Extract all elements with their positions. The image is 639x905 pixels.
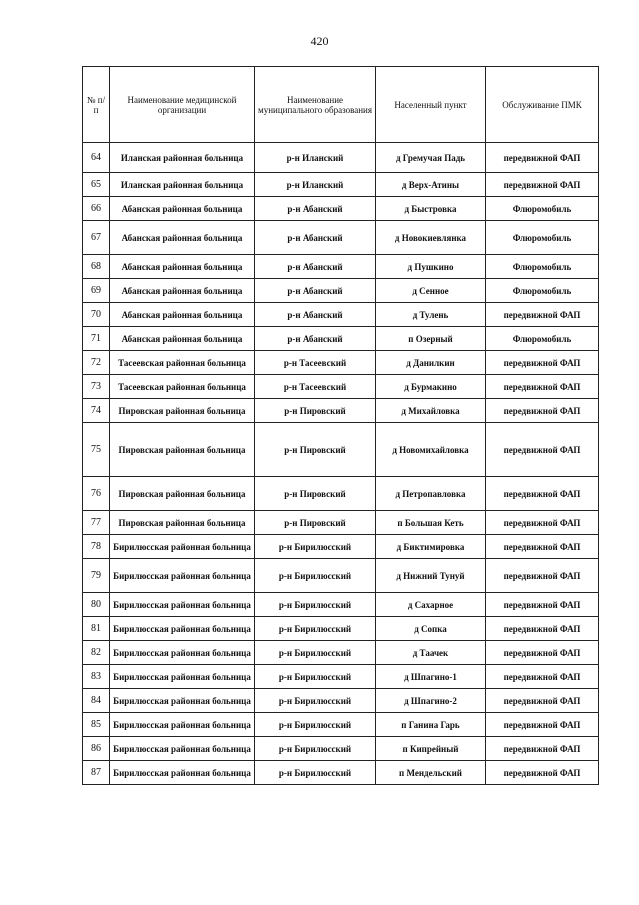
table-row: [83, 559, 599, 593]
cell-settlement: д Сенное: [376, 279, 486, 303]
cell-municipality: р-н Бирилюсский: [255, 689, 376, 713]
cell-service: передвижной ФАП: [486, 713, 599, 737]
cell-settlement: д Гремучая Падь: [376, 143, 486, 173]
cell-service: Флюромобиль: [486, 197, 599, 221]
cell-municipality: р-н Бирилюсский: [255, 713, 376, 737]
cell-settlement: д Шпагино-2: [376, 689, 486, 713]
cell-settlement: д Сахарное: [376, 593, 486, 617]
cell-settlement: д Петропавловка: [376, 477, 486, 511]
cell-service: передвижной ФАП: [486, 593, 599, 617]
table-row: [83, 327, 599, 351]
header-municipality: Наименование муниципального образования: [255, 67, 376, 143]
cell-municipality: р-н Пировский: [255, 423, 376, 477]
cell-org: Абанская районная больница: [110, 303, 255, 327]
table-row: [83, 593, 599, 617]
cell-org: Бирилюсская районная больница: [110, 713, 255, 737]
cell-municipality: р-н Абанский: [255, 279, 376, 303]
cell-num: 69: [83, 279, 110, 303]
table-row: [83, 303, 599, 327]
table-row: [83, 255, 599, 279]
cell-org: Бирилюсская районная больница: [110, 761, 255, 785]
cell-num: 70: [83, 303, 110, 327]
cell-settlement: д Михайловка: [376, 399, 486, 423]
cell-municipality: р-н Абанский: [255, 197, 376, 221]
cell-org: Абанская районная больница: [110, 279, 255, 303]
table-row: [83, 761, 599, 785]
cell-num: 66: [83, 197, 110, 221]
cell-municipality: р-н Тасеевский: [255, 375, 376, 399]
cell-service: передвижной ФАП: [486, 617, 599, 641]
cell-municipality: р-н Тасеевский: [255, 351, 376, 375]
cell-org: Абанская районная больница: [110, 221, 255, 255]
cell-service: передвижной ФАП: [486, 423, 599, 477]
cell-settlement: д Новомихайловка: [376, 423, 486, 477]
cell-org: Пировская районная больница: [110, 399, 255, 423]
cell-num: 78: [83, 535, 110, 559]
cell-service: передвижной ФАП: [486, 173, 599, 197]
cell-municipality: р-н Бирилюсский: [255, 617, 376, 641]
cell-num: 83: [83, 665, 110, 689]
cell-service: Флюромобиль: [486, 279, 599, 303]
cell-org: Бирилюсская районная больница: [110, 665, 255, 689]
cell-org: Бирилюсская районная больница: [110, 593, 255, 617]
table-row: [83, 197, 599, 221]
header-num: № п/п: [83, 67, 110, 143]
cell-settlement: п Озерный: [376, 327, 486, 351]
cell-settlement: д Шпагино-1: [376, 665, 486, 689]
cell-org: Бирилюсская районная больница: [110, 689, 255, 713]
cell-municipality: р-н Абанский: [255, 255, 376, 279]
cell-org: Пировская районная больница: [110, 477, 255, 511]
cell-num: 73: [83, 375, 110, 399]
cell-org: Бирилюсская районная больница: [110, 559, 255, 593]
cell-service: передвижной ФАП: [486, 399, 599, 423]
cell-settlement: д Нижний Тунуй: [376, 559, 486, 593]
cell-municipality: р-н Бирилюсский: [255, 737, 376, 761]
cell-settlement: д Бурмакино: [376, 375, 486, 399]
cell-service: передвижной ФАП: [486, 375, 599, 399]
table-row: [83, 689, 599, 713]
cell-service: передвижной ФАП: [486, 511, 599, 535]
table-row: [83, 617, 599, 641]
cell-service: передвижной ФАП: [486, 689, 599, 713]
cell-service: передвижной ФАП: [486, 761, 599, 785]
cell-num: 80: [83, 593, 110, 617]
cell-municipality: р-н Пировский: [255, 477, 376, 511]
table-row: [83, 399, 599, 423]
cell-org: Абанская районная больница: [110, 327, 255, 351]
cell-settlement: д Таачек: [376, 641, 486, 665]
cell-municipality: р-н Бирилюсский: [255, 665, 376, 689]
cell-num: 86: [83, 737, 110, 761]
table-row: [83, 641, 599, 665]
cell-org: Тасеевская районная больница: [110, 351, 255, 375]
table-row: [83, 737, 599, 761]
cell-settlement: п Мендельский: [376, 761, 486, 785]
cell-settlement: д Сопка: [376, 617, 486, 641]
cell-org: Тасеевская районная больница: [110, 375, 255, 399]
cell-num: 68: [83, 255, 110, 279]
cell-service: передвижной ФАП: [486, 665, 599, 689]
cell-org: Бирилюсская районная больница: [110, 641, 255, 665]
table-row: [83, 221, 599, 255]
cell-num: 77: [83, 511, 110, 535]
cell-settlement: п Кипрейный: [376, 737, 486, 761]
page-number: 420: [310, 34, 329, 48]
cell-num: 84: [83, 689, 110, 713]
cell-municipality: р-н Бирилюсский: [255, 761, 376, 785]
cell-municipality: р-н Пировский: [255, 399, 376, 423]
cell-num: 64: [83, 143, 110, 173]
cell-num: 72: [83, 351, 110, 375]
cell-org: Абанская районная больница: [110, 197, 255, 221]
cell-municipality: р-н Бирилюсский: [255, 593, 376, 617]
cell-service: передвижной ФАП: [486, 303, 599, 327]
cell-org: Бирилюсская районная больница: [110, 737, 255, 761]
cell-municipality: р-н Пировский: [255, 511, 376, 535]
cell-settlement: д Пушкино: [376, 255, 486, 279]
cell-service: передвижной ФАП: [486, 559, 599, 593]
table-row: [83, 143, 599, 173]
cell-num: 71: [83, 327, 110, 351]
cell-org: Бирилюсская районная больница: [110, 535, 255, 559]
cell-settlement: д Новокиевлянка: [376, 221, 486, 255]
cell-num: 65: [83, 173, 110, 197]
cell-org: Пировская районная больница: [110, 423, 255, 477]
cell-num: 67: [83, 221, 110, 255]
table-header-row: [83, 67, 599, 143]
cell-service: Флюромобиль: [486, 221, 599, 255]
cell-settlement: п Ганина Гарь: [376, 713, 486, 737]
facilities-table: [82, 66, 599, 785]
cell-service: Флюромобиль: [486, 327, 599, 351]
table-row: [83, 511, 599, 535]
cell-org: Бирилюсская районная больница: [110, 617, 255, 641]
cell-service: передвижной ФАП: [486, 351, 599, 375]
cell-num: 82: [83, 641, 110, 665]
cell-service: передвижной ФАП: [486, 737, 599, 761]
cell-num: 81: [83, 617, 110, 641]
header-settlement: Населенный пункт: [376, 67, 486, 143]
table-body: [83, 143, 599, 785]
cell-settlement: д Данилкин: [376, 351, 486, 375]
cell-settlement: д Биктимировка: [376, 535, 486, 559]
cell-settlement: п Большая Кеть: [376, 511, 486, 535]
cell-municipality: р-н Абанский: [255, 327, 376, 351]
table-row: [83, 665, 599, 689]
table-row: [83, 713, 599, 737]
cell-municipality: р-н Абанский: [255, 303, 376, 327]
cell-num: 76: [83, 477, 110, 511]
cell-settlement: д Верх-Атины: [376, 173, 486, 197]
cell-num: 75: [83, 423, 110, 477]
cell-org: Пировская районная больница: [110, 511, 255, 535]
cell-settlement: д Тулень: [376, 303, 486, 327]
cell-municipality: р-н Бирилюсский: [255, 559, 376, 593]
cell-service: передвижной ФАП: [486, 641, 599, 665]
table-row: [83, 279, 599, 303]
table-row: [83, 535, 599, 559]
cell-num: 87: [83, 761, 110, 785]
header-org: Наименование медицинской организации: [110, 67, 255, 143]
header-service: Обслуживание ПМК: [486, 67, 599, 143]
cell-settlement: д Быстровка: [376, 197, 486, 221]
cell-org: Абанская районная больница: [110, 255, 255, 279]
cell-service: передвижной ФАП: [486, 477, 599, 511]
cell-municipality: р-н Бирилюсский: [255, 535, 376, 559]
cell-num: 79: [83, 559, 110, 593]
cell-municipality: р-н Бирилюсский: [255, 641, 376, 665]
cell-municipality: р-н Абанский: [255, 221, 376, 255]
cell-num: 85: [83, 713, 110, 737]
cell-service: передвижной ФАП: [486, 143, 599, 173]
cell-org: Иланская районная больница: [110, 143, 255, 173]
table-row: [83, 173, 599, 197]
table-row: [83, 351, 599, 375]
table-row: [83, 477, 599, 511]
cell-service: Флюромобиль: [486, 255, 599, 279]
table-row: [83, 375, 599, 399]
cell-municipality: р-н Иланский: [255, 143, 376, 173]
table-row: [83, 423, 599, 477]
cell-municipality: р-н Иланский: [255, 173, 376, 197]
cell-service: передвижной ФАП: [486, 535, 599, 559]
cell-num: 74: [83, 399, 110, 423]
cell-org: Иланская районная больница: [110, 173, 255, 197]
